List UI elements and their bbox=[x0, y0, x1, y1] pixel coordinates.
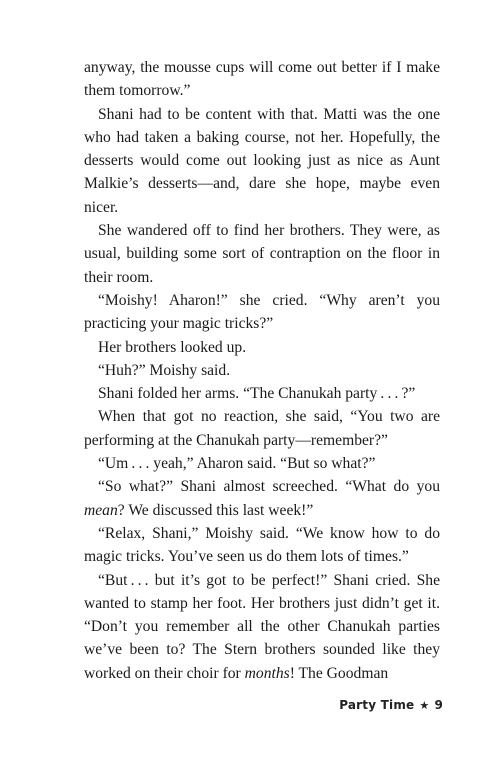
text-run: “But . . . but it’s got to be perfect!” Shani cried. She wanted to stamp her foot. Her brothers just didn’t get it. “Don’t you remember all the other Chanukah parties we’ve been to? The Stern brothers sounded like they worked on their choir for bbox=[84, 571, 440, 682]
paragraph bbox=[84, 382, 440, 405]
text-run: anyway, the mousse cups will come out better if I make them tomorrow.” bbox=[84, 59, 440, 100]
paragraph bbox=[84, 475, 440, 522]
text-run: ? We discussed this last week!” bbox=[117, 501, 314, 519]
text-run: “So what?” Shani almost screeched. “What do you bbox=[98, 478, 440, 496]
paragraph bbox=[84, 359, 440, 382]
text-run: Her brothers looked up. bbox=[98, 338, 247, 356]
running-footer bbox=[339, 698, 443, 712]
page-number: 9 bbox=[434, 698, 443, 712]
italic-run: mean bbox=[84, 501, 118, 519]
text-run: When that got no reaction, she said, “You two are performing at the Chanukah party—remember?” bbox=[84, 408, 440, 449]
text-run: Shani had to be content with that. Matti was the one who had taken a baking course, not her. Hopefully, the desserts would come out looking just as nice as Aunt Malkie’s desserts—and, dare she hope, maybe even nicer. bbox=[84, 105, 440, 216]
italic-run: months bbox=[244, 664, 290, 682]
paragraph bbox=[84, 405, 440, 452]
page-body bbox=[84, 56, 440, 685]
text-run: “Relax, Shani,” Moishy said. “We know how to do magic tricks. You’ve seen us do them lots of times.” bbox=[84, 524, 440, 566]
paragraph bbox=[84, 522, 440, 569]
star-separator-icon: ★ bbox=[419, 699, 430, 712]
text-run: Shani folded her arms. “The Chanukah party . . . ?” bbox=[98, 385, 416, 403]
text-run: “Um . . . yeah,” Aharon said. “But so what?” bbox=[98, 455, 376, 473]
paragraph bbox=[84, 569, 440, 685]
paragraph bbox=[84, 219, 440, 289]
paragraph bbox=[84, 452, 440, 475]
paragraph bbox=[84, 56, 440, 103]
text-run: “Huh?” Moishy said. bbox=[98, 361, 231, 379]
running-title: Party Time bbox=[339, 698, 415, 712]
paragraph bbox=[84, 103, 440, 219]
paragraph bbox=[84, 289, 440, 336]
text-run: “Moishy! Aharon!” she cried. “Why aren’t you practicing your magic tricks?” bbox=[84, 291, 440, 333]
paragraph bbox=[84, 336, 440, 359]
text-run: She wandered off to find her brothers. They were, as usual, building some sort of contraption on the floor in their room. bbox=[84, 222, 440, 286]
text-run: ! The Goodman bbox=[289, 664, 389, 682]
